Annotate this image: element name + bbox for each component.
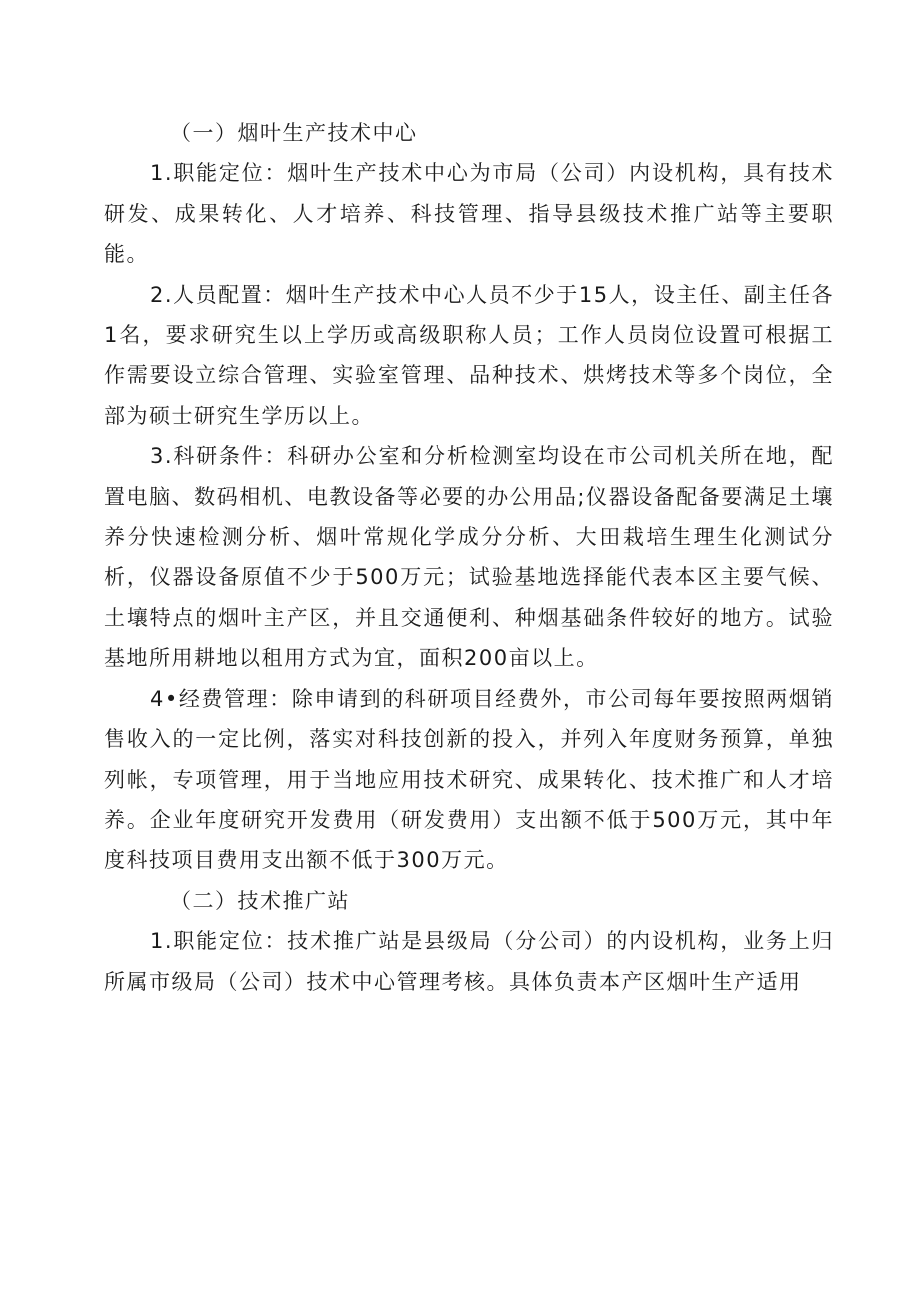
section-heading-extension-station: （二）技术推广站	[170, 888, 350, 913]
document-body	[104, 113, 834, 1002]
paragraph-function-positioning: 1.职能定位：烟叶生产技术中心为市局（公司）内设机构，具有技术研发、成果转化、人才培养、科技管理、指导县级技术推广站等主要职能。	[104, 161, 834, 267]
paragraph-staffing: 2.人员配置：烟叶生产技术中心人员不少于15人，设主任、副主任各1名，要求研究生以上学历或高级职称人员；工作人员岗位设置可根据工作需要设立综合管理、实验室管理、品种技术、烘烤技术等多个岗位，全部为硕士研究生学历以上。	[104, 282, 834, 428]
paragraph-station-function-positioning: 1.职能定位：技术推广站是县级局（分公司）的内设机构，业务上归所属市级局（公司）技术中心管理考核。具体负责本产区烟叶生产适用	[104, 929, 834, 994]
paragraph-funding-management: 4•经费管理：除申请到的科研项目经费外，市公司每年要按照两烟销售收入的一定比例，落实对科技创新的投入，并列入年度财务预算，单独列帐，专项管理，用于当地应用技术研究、成果转化、技术推广和人才培养。企业年度研究开发费用（研发费用）支出额不低于500万元，其中年度科技项目费用支出额不低于300万元。	[104, 686, 834, 873]
section-heading-tech-center: （一）烟叶生产技术中心	[170, 121, 418, 145]
paragraph-research-conditions: 3.科研条件：科研办公室和分析检测室均设在市公司机关所在地，配置电脑、数码相机、电教设备等必要的办公用品;仪器设备配备要满足土壤养分快速检测分析、烟叶常规化学成分分析、大田栽培生理生化测试分析，仪器设备原值不少于500万元；试验基地选择能代表本区主要气候、土壤特点的烟叶主产区，并且交通便利、种烟基础条件较好的地方。试验基地所用耕地以租用方式为宜，面积200亩以上。	[104, 444, 834, 671]
